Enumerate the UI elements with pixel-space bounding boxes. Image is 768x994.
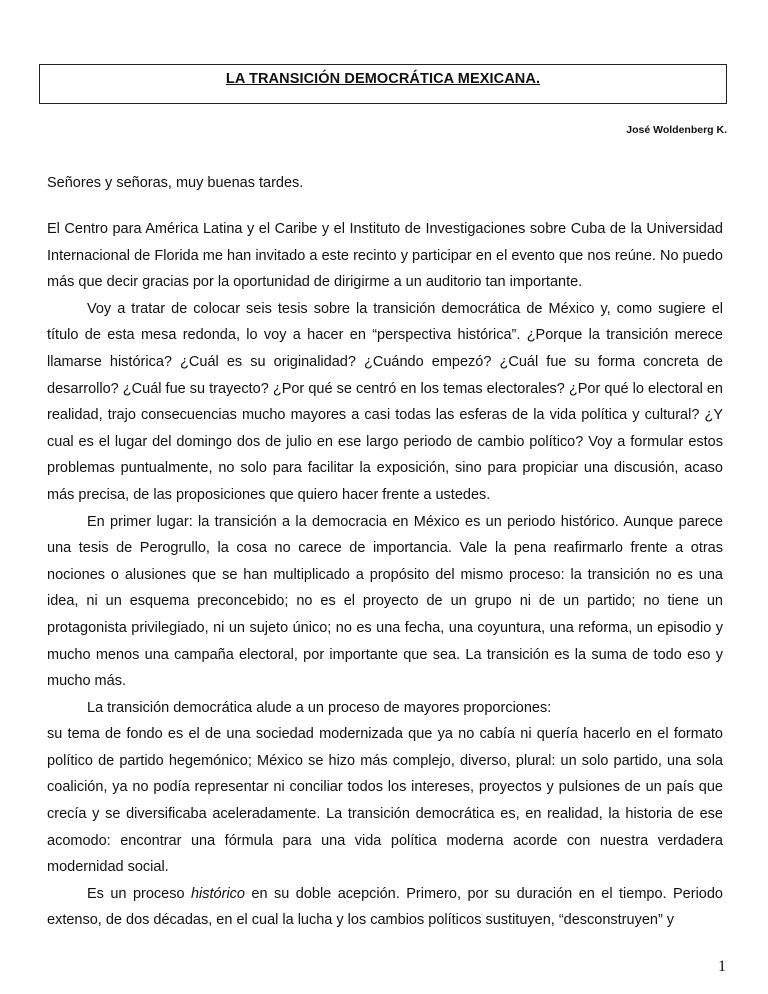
- title-box: [39, 64, 727, 104]
- paragraph-intro: El Centro para América Latina y el Caribe y el Instituto de Investigaciones sobre Cuba de la Universidad Internacional de Florida me han invitado a este recinto y participar en el evento que nos reúne. No puedo más que decir gracias por la oportunidad de dirigirme a un auditorio tan importante.: [47, 221, 723, 291]
- paragraph-lead-in: La transición democrática alude a un proceso de mayores proporciones:: [87, 699, 552, 716]
- emphasized-word: histórico: [190, 885, 245, 902]
- body-text: [47, 216, 723, 934]
- author-name: José Woldenberg K.: [626, 124, 727, 136]
- paragraph-modernization: su tema de fondo es el de una sociedad modernizada que ya no cabía ni quería hacerlo en el formato político de partido hegemónico; México se hizo más complejo, diverso, plural: un solo partido, una sola coalición, ya no podía representar ni conciliar todos los intereses, proyectos y pulsiones de un país que crecía y se diversificaba aceleradamente. La transición democrática es, en realidad, la historia de ese acomodo: encontrar una fórmula para una vida política moderna acorde con nuestra verdadera modernidad social.: [47, 726, 723, 876]
- document-title: LA TRANSICIÓN DEMOCRÁTICA MEXICANA.: [225, 71, 541, 87]
- page-number: 1: [718, 958, 726, 975]
- paragraph-first-thesis: En primer lugar: la transición a la democracia en México es un periodo histórico. Aunque parece una tesis de Perogrullo, la cosa no carece de importancia. Vale la pena reafirmarlo frente a otras nociones o alusiones que se han multiplicado a propósito del mismo proceso: la transición no es una idea, ni un esquema preconcebido; no es el proyecto de un grupo ni de un partido; no tiene un protagonista privilegiado, ni un sujeto único; no es una fecha, una coyuntura, una reforma, un episodio y mucho menos una campaña electoral, por importante que sea. La transición es la suma de todo eso y mucho más.: [47, 513, 723, 690]
- text-before-emphasis: Es un proceso: [87, 885, 191, 902]
- text-after-emphasis: en su doble acepción. Primero, por su duración en el tiempo. Periodo extenso, de dos décadas, en el cual la lucha y los cambios políticos sustituyen, “desconstruyen” y: [47, 885, 723, 929]
- paragraph-theses: Voy a tratar de colocar seis tesis sobre la transición democrática de México y, como sugiere el título de esta mesa redonda, lo voy a hacer en “perspectiva histórica”. ¿Porque la transición merece llamarse histórica? ¿Cuál es su originalidad? ¿Cuándo empezó? ¿Cuál fue su forma concreta de desarrollo? ¿Cuál fue su trayecto? ¿Por qué se centró en los temas electorales? ¿Por qué lo electoral en realidad, trajo consecuencias mucho mayores a casi todas las esferas de la vida política y cultural? ¿Y cual es el lugar del domingo dos de julio en ese largo periodo de cambio político? Voy a formular estos problemas puntualmente, no solo para facilitar la exposición, sino para propiciar una discusión, acaso más precisa, de las proposiciones que quiero hacer frente a ustedes.: [47, 300, 723, 503]
- greeting: Señores y señoras, muy buenas tardes.: [47, 175, 304, 191]
- paragraph-historic-process: [47, 881, 723, 934]
